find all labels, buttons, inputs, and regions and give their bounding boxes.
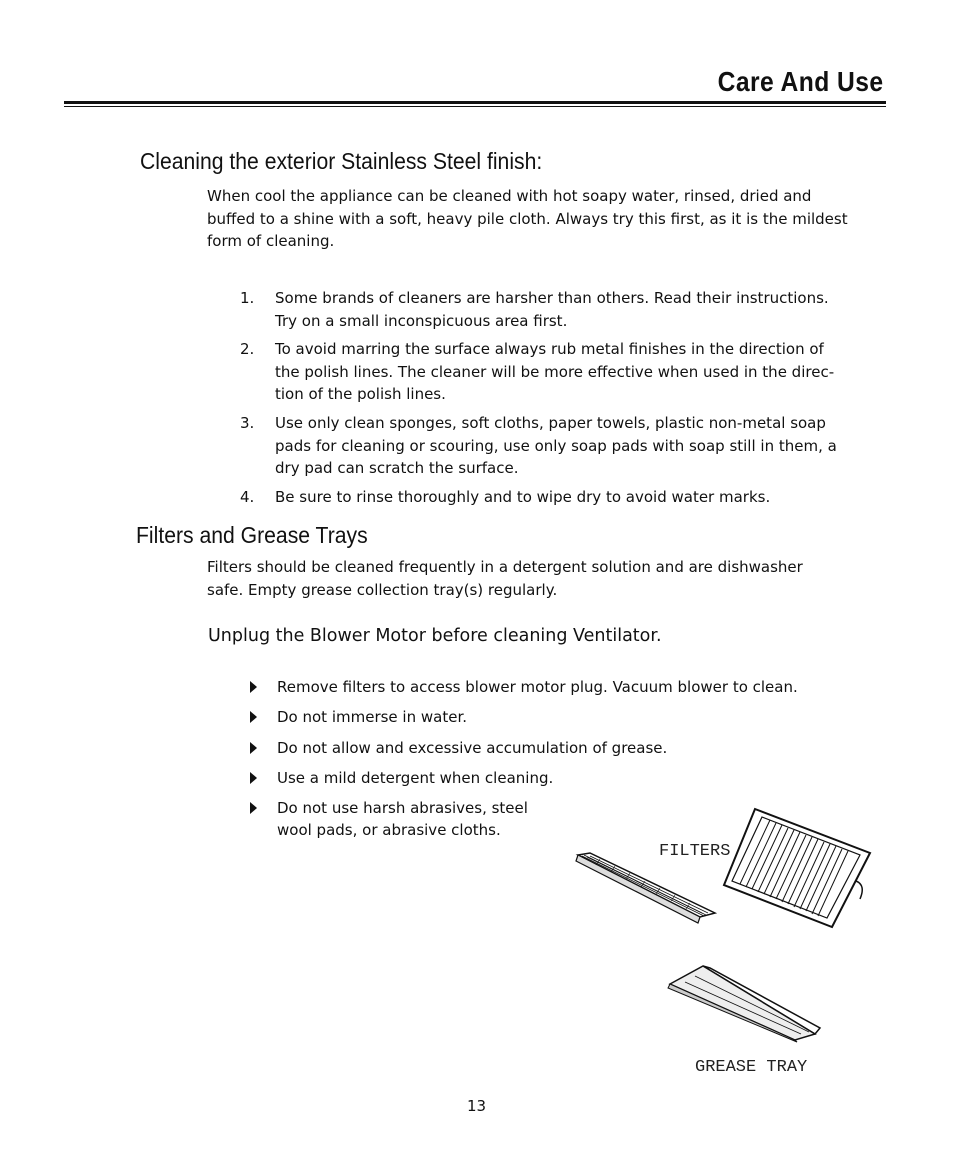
grease-tray-illustration bbox=[665, 962, 825, 1044]
bullet-text bbox=[277, 767, 553, 789]
bullet-text bbox=[277, 706, 467, 728]
unplug-warning-subheading: Unplug the Blower Motor before cleaning Ventilator. bbox=[208, 626, 662, 646]
page-number: 13 bbox=[467, 1097, 487, 1115]
bullet-line: Do not allow and excessive accumulation of grease. bbox=[277, 739, 668, 757]
item-line: Try on a small inconspicuous area first. bbox=[275, 311, 568, 330]
bullet-item bbox=[250, 797, 528, 841]
numbered-item-3 bbox=[240, 412, 880, 480]
bullet-line: Do not use harsh abrasives, steel bbox=[277, 799, 528, 817]
triangle-bullet-icon bbox=[250, 802, 257, 814]
stainless-steel-intro bbox=[207, 185, 887, 253]
intro-line: When cool the appliance can be cleaned with hot soapy water, rinsed, dried and bbox=[207, 187, 812, 205]
item-line: pads for cleaning or scouring, use only soap pads with soap still in them, a bbox=[275, 436, 837, 455]
bullet-text bbox=[277, 676, 798, 698]
item-line: dry pad can scratch the surface. bbox=[275, 459, 519, 477]
numbered-item-4 bbox=[240, 486, 880, 509]
section-heading-filters: Filters and Grease Trays bbox=[136, 522, 368, 548]
intro-line: safe. Empty grease collection tray(s) regularly. bbox=[207, 580, 558, 599]
triangle-bullet-icon bbox=[250, 742, 257, 754]
bullet-item bbox=[250, 737, 667, 759]
bullet-item bbox=[250, 706, 467, 728]
numbered-item-2 bbox=[240, 338, 880, 406]
filters-label: FILTERS bbox=[659, 842, 731, 861]
item-text bbox=[275, 486, 880, 509]
bullet-text bbox=[277, 737, 667, 759]
item-line: Use only clean sponges, soft cloths, paper towels, plastic non-metal soap bbox=[275, 414, 826, 432]
item-text bbox=[275, 412, 880, 480]
item-number: 1. bbox=[240, 289, 255, 307]
numbered-item-1 bbox=[240, 287, 880, 332]
bullet-line: Do not immerse in water. bbox=[277, 708, 467, 726]
page-header-title: Care And Use bbox=[718, 66, 884, 97]
triangle-bullet-icon bbox=[250, 711, 257, 723]
bullet-item bbox=[250, 767, 553, 789]
intro-line: form of cleaning. bbox=[207, 232, 335, 250]
bullet-line: Use a mild detergent when cleaning. bbox=[277, 769, 554, 787]
item-text bbox=[275, 338, 880, 406]
section-heading-stainless-steel: Cleaning the exterior Stainless Steel finish: bbox=[140, 148, 543, 174]
triangle-bullet-icon bbox=[250, 772, 257, 784]
triangle-bullet-icon bbox=[250, 681, 257, 693]
bullet-line: Remove filters to access blower motor plug. Vacuum blower to clean. bbox=[277, 678, 798, 696]
item-text bbox=[275, 287, 880, 332]
filters-intro bbox=[207, 556, 887, 601]
item-line: Be sure to rinse thoroughly and to wipe dry to avoid water marks. bbox=[275, 488, 771, 506]
bullet-text bbox=[277, 797, 528, 841]
item-line: tion of the polish lines. bbox=[275, 385, 446, 403]
item-number: 2. bbox=[240, 340, 255, 358]
intro-line: buffed to a shine with a soft, heavy pile cloth. Always try this first, as it is the mildest bbox=[207, 209, 848, 228]
header-rule-thick bbox=[64, 101, 886, 104]
large-filter-illustration bbox=[720, 805, 875, 930]
item-number: 3. bbox=[240, 414, 255, 432]
bullet-line: wool pads, or abrasive cloths. bbox=[277, 821, 501, 839]
item-line: To avoid marring the surface always rub metal finishes in the direction of bbox=[275, 340, 824, 358]
item-number: 4. bbox=[240, 488, 255, 506]
header-rule-thin bbox=[64, 106, 886, 107]
intro-line: Filters should be cleaned frequently in a detergent solution and are dishwasher bbox=[207, 558, 803, 576]
bullet-item bbox=[250, 676, 798, 698]
item-line: Some brands of cleaners are harsher than others. Read their instructions. bbox=[275, 289, 829, 307]
grease-tray-label: GREASE TRAY bbox=[695, 1058, 808, 1077]
item-line: the polish lines. The cleaner will be more effective when used in the direc- bbox=[275, 362, 835, 381]
